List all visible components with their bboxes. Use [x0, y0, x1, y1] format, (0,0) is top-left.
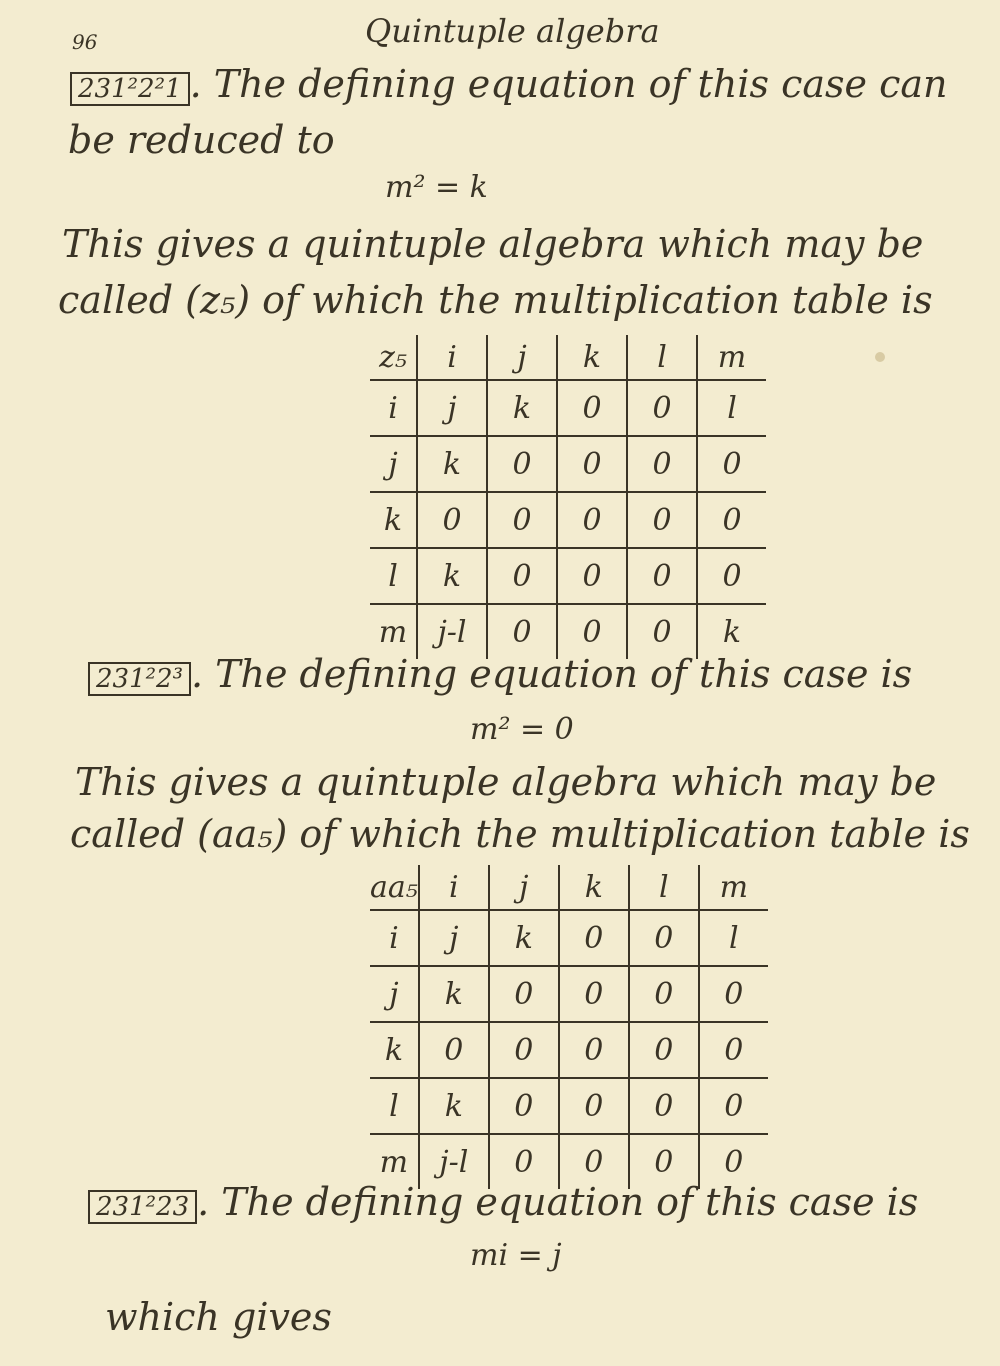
table-row: [370, 1022, 768, 1078]
row-header: m: [378, 614, 408, 650]
table-cell: 0: [559, 1134, 629, 1189]
section2-label: 231²2³: [88, 662, 189, 696]
row-header: i: [370, 910, 419, 966]
row-header: k: [370, 492, 417, 548]
table-cell: 0: [557, 436, 627, 492]
table-cell: 0: [627, 548, 697, 604]
table-cell: 0: [629, 1022, 699, 1078]
section3-equation: mi = j: [470, 1238, 562, 1273]
table-row: [370, 492, 766, 548]
section3-heading-text: . The defining equation of this case is: [197, 1180, 919, 1224]
table-cell: 0: [627, 436, 697, 492]
table-cell: 0: [559, 1022, 629, 1078]
table-cell: 0: [627, 492, 697, 548]
table-cell: 0: [627, 380, 697, 436]
table-cell: j-l: [417, 604, 487, 659]
table-cell: 0: [417, 492, 487, 548]
row-header: j: [370, 436, 417, 492]
table-cell: 0: [699, 1134, 768, 1189]
section1-heading: [70, 62, 947, 106]
section2-equation: m² = 0: [470, 712, 574, 747]
table-cell: 0: [557, 492, 627, 548]
multiplication-table-aa5: [370, 865, 768, 1189]
table-cell: k: [419, 966, 489, 1022]
table-row: [370, 436, 766, 492]
paper-speck: [875, 352, 885, 362]
section3-heading: [88, 1180, 918, 1224]
table-cell: 0: [559, 966, 629, 1022]
table-cell: 0: [487, 492, 557, 548]
table-cell: l: [699, 910, 768, 966]
table-cell: 0: [419, 1022, 489, 1078]
row-header: l: [370, 1078, 419, 1134]
section2-desc1: This gives a quintuple algebra which may be: [75, 760, 937, 804]
section1-equation: m² = k: [385, 170, 488, 205]
table-cell: 0: [699, 1078, 768, 1134]
table-cell: j: [419, 910, 489, 966]
table-cell: k: [417, 436, 487, 492]
table-cell: 0: [697, 548, 766, 604]
column-header: k: [559, 865, 629, 910]
table-cell: 0: [489, 1134, 559, 1189]
table-cell: 0: [559, 1078, 629, 1134]
table-cell: 0: [557, 604, 627, 659]
column-header: l: [627, 335, 697, 380]
page-number: 96: [72, 30, 98, 54]
section1-label: 231²2²1: [70, 72, 188, 106]
table-cell: 0: [629, 910, 699, 966]
table-cell: k: [419, 1078, 489, 1134]
table-cell: k: [417, 548, 487, 604]
section1-desc2: called (z₅) of which the multiplication table is: [58, 278, 933, 322]
section2-desc2: called (aa₅) of which the multiplication table is: [70, 812, 970, 856]
table-cell: 0: [489, 966, 559, 1022]
table-cell: 0: [697, 492, 766, 548]
section3-label: 231²23: [88, 1190, 195, 1224]
row-header: m: [379, 1144, 409, 1180]
table-row: [370, 966, 768, 1022]
table-row: [370, 1078, 768, 1134]
row-header: k: [370, 1022, 419, 1078]
multiplication-table-z5: [370, 335, 766, 659]
table-header-row: [370, 865, 768, 910]
column-header: m: [697, 335, 766, 380]
table-corner: aa₅: [370, 865, 419, 910]
table-cell: l: [697, 380, 766, 436]
section3-line2: which gives: [105, 1295, 332, 1339]
section1-desc1: This gives a quintuple algebra which may be: [62, 222, 924, 266]
section2-heading-text: . The defining equation of this case is: [191, 652, 913, 696]
table-cell: 0: [627, 604, 697, 659]
section2-heading: [88, 652, 912, 696]
column-header: i: [417, 335, 487, 380]
table-row: [370, 380, 766, 436]
page-title: Quintuple algebra: [365, 12, 660, 50]
row-header: i: [370, 380, 417, 436]
column-header: j: [487, 335, 557, 380]
table-cell: 0: [487, 548, 557, 604]
table-row: [370, 548, 766, 604]
column-header: l: [629, 865, 699, 910]
column-header: i: [419, 865, 489, 910]
table-cell: k: [487, 380, 557, 436]
table-cell: 0: [489, 1022, 559, 1078]
table-cell: k: [489, 910, 559, 966]
table-header-row: [370, 335, 766, 380]
row-header: l: [370, 548, 417, 604]
column-header: k: [557, 335, 627, 380]
row-header: j: [370, 966, 419, 1022]
table-cell: 0: [629, 1134, 699, 1189]
table-cell: 0: [559, 910, 629, 966]
table-cell: j: [417, 380, 487, 436]
table-row: [370, 910, 768, 966]
table-cell: j-l: [419, 1134, 489, 1189]
section1-heading-text: . The defining equation of this case can: [189, 62, 948, 106]
table-cell: 0: [629, 966, 699, 1022]
table-cell: 0: [487, 436, 557, 492]
table-corner: z₅: [370, 335, 417, 380]
table-cell: 0: [699, 1022, 768, 1078]
column-header: m: [699, 865, 768, 910]
section1-line2: be reduced to: [68, 118, 335, 162]
table-cell: 0: [697, 436, 766, 492]
table-cell: k: [697, 604, 766, 659]
table-cell: 0: [487, 604, 557, 659]
table-cell: 0: [557, 548, 627, 604]
table-cell: 0: [699, 966, 768, 1022]
table-row: [370, 604, 766, 659]
table-cell: 0: [629, 1078, 699, 1134]
table-cell: 0: [489, 1078, 559, 1134]
column-header: j: [489, 865, 559, 910]
table-cell: 0: [557, 380, 627, 436]
